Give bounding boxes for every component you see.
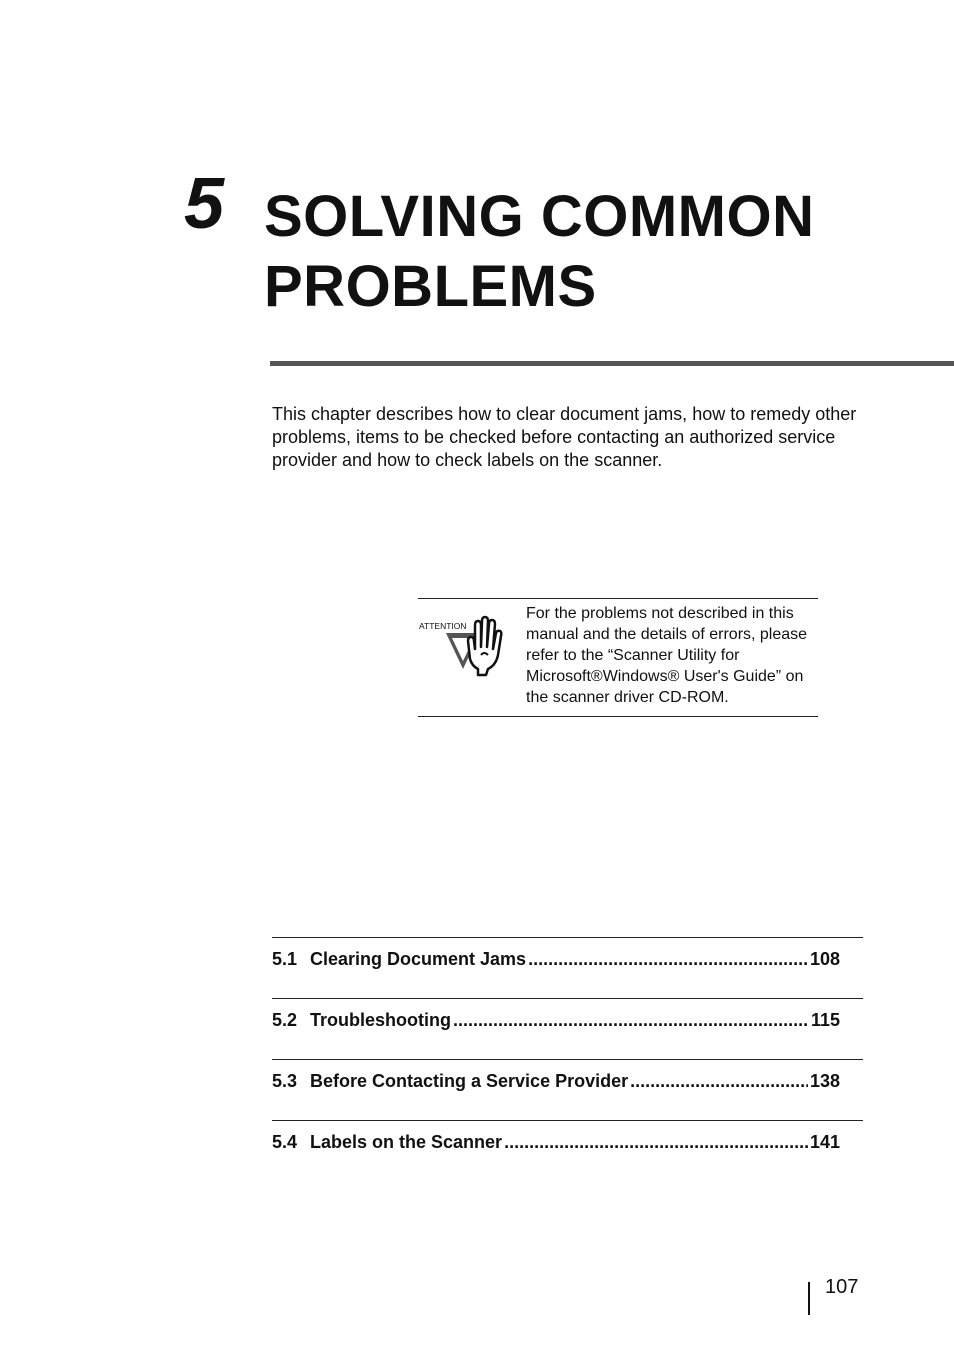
toc-page: 108 (809, 949, 840, 969)
toc-leader-dots (453, 1008, 809, 1032)
title-divider (270, 361, 954, 366)
toc-number: 5.2 (272, 1010, 298, 1030)
attention-hand-icon (418, 611, 514, 677)
toc-row[interactable] (272, 1120, 863, 1181)
attention-icon-label: ATTENTION (419, 621, 467, 631)
chapter-title-line1: SOLVING COMMON (264, 184, 815, 249)
chapter-title (264, 182, 814, 322)
toc-leader-dots (504, 1130, 808, 1154)
toc-page: 115 (810, 1010, 840, 1030)
attention-text: For the problems not described in this manual and the details of errors, please refer to the “Scanner Utility for Microsoft®Windows® User's Guide” on the scanner driver CD-ROM. (526, 605, 808, 706)
toc-title: Before Contacting a Service Provider (310, 1071, 629, 1091)
toc-row[interactable] (272, 1059, 863, 1120)
toc-leader-dots (528, 947, 808, 971)
toc-title: Troubleshooting (310, 1010, 451, 1030)
toc-row[interactable] (272, 998, 863, 1059)
chapter-number: 5 (184, 164, 225, 244)
chapter-title-line2: PROBLEMS (264, 254, 597, 319)
toc-title: Labels on the Scanner (310, 1132, 503, 1152)
toc-page: 141 (809, 1132, 840, 1152)
toc-number: 5.1 (272, 949, 298, 969)
attention-box (418, 598, 818, 717)
page-number: 107 (825, 1276, 859, 1298)
table-of-contents (272, 937, 863, 1181)
intro-paragraph: This chapter describes how to clear document jams, how to remedy other problems, items to be checked before contacting an authorized service provider and how to check labels on the scanner. (272, 404, 857, 470)
toc-leader-dots (630, 1069, 808, 1093)
toc-title: Clearing Document Jams (310, 949, 527, 969)
page-number-divider (808, 1282, 810, 1315)
toc-number: 5.4 (272, 1132, 298, 1152)
toc-number: 5.3 (272, 1071, 298, 1091)
toc-row[interactable] (272, 937, 863, 998)
toc-page: 138 (809, 1071, 840, 1091)
